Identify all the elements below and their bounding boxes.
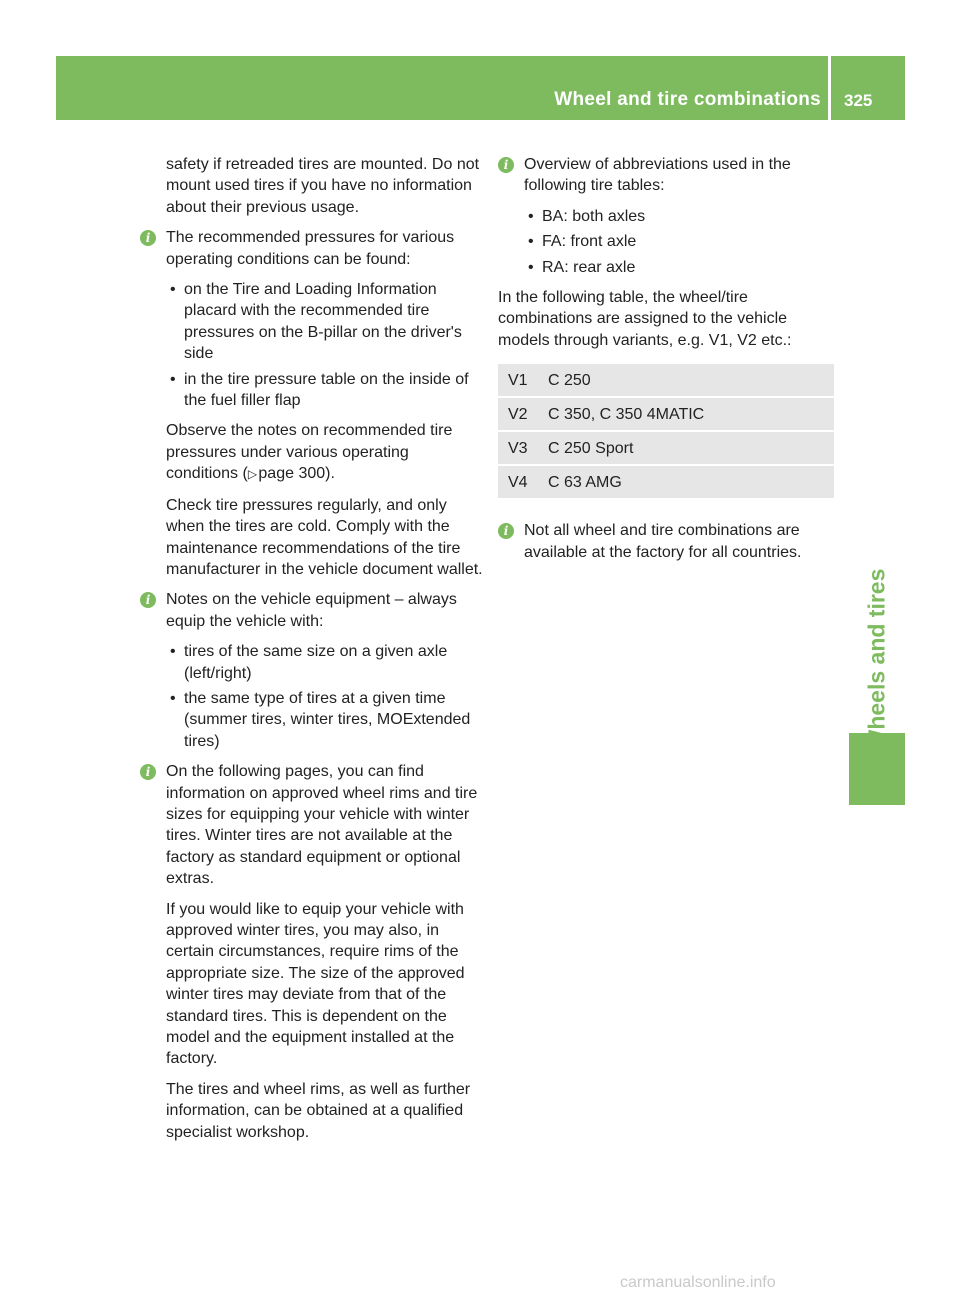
header-divider bbox=[828, 56, 831, 120]
info-icon: i bbox=[498, 157, 514, 173]
equipment-list bbox=[166, 641, 484, 752]
variant-cell: V4 bbox=[498, 466, 542, 498]
list-item: • the same type of tires at a given time (summer tires, winter tires, MOExtended tires) bbox=[166, 688, 484, 752]
note-recommended-pressures bbox=[145, 227, 484, 270]
left-column bbox=[140, 154, 484, 1152]
list-item: • FA: front axle bbox=[524, 231, 834, 252]
paragraph-check-pressures: Check tire pressures regularly, and only when the tires are cold. Comply with the maintenance recommendations of the tire manufacturer in the vehicle document wallet. bbox=[166, 496, 483, 578]
paragraph-winter-rims: If you would like to equip your vehicle with approved winter tires, you may also, in certain circumstances, require rims of the appropriate size. The size of the approved winter tires may deviate from that of the standard tires. This is dependent on the model and the equipment installed at the factory. bbox=[166, 900, 465, 1068]
info-icon: i bbox=[140, 592, 156, 608]
table-row bbox=[498, 364, 834, 396]
variants-table bbox=[498, 362, 834, 500]
page-number: 325 bbox=[844, 91, 873, 110]
paragraph-observe-text: Observe the notes on recommended tire pressures under various operating conditions ( bbox=[166, 422, 453, 483]
xref-arrow-icon: ▷ bbox=[247, 467, 258, 482]
paragraph-observe-end: ). bbox=[325, 465, 335, 483]
note-text: Not all wheel and tire combinations are available at the factory for all countries. bbox=[524, 522, 802, 561]
paragraph-observe bbox=[166, 420, 484, 485]
variant-cell: V1 bbox=[498, 364, 542, 396]
model-cell: C 63 AMG bbox=[542, 466, 834, 498]
list-item: • on the Tire and Loading Information placard with the recommended tire pressures on the B-pillar on the driver's side bbox=[166, 279, 484, 365]
table-row bbox=[498, 432, 834, 464]
info-icon: i bbox=[498, 523, 514, 539]
info-icon: i bbox=[140, 230, 156, 246]
abbreviations-list bbox=[524, 206, 834, 278]
list-item: • in the tire pressure table on the inside of the fuel filler flap bbox=[166, 369, 484, 412]
right-column bbox=[498, 154, 834, 572]
list-item: • BA: both axles bbox=[524, 206, 834, 227]
note-vehicle-equipment bbox=[145, 589, 484, 632]
section-label: Wheels and tires bbox=[863, 568, 890, 752]
model-cell: C 250 bbox=[542, 364, 834, 396]
variant-cell: V3 bbox=[498, 432, 542, 464]
note-text: Notes on the vehicle equipment – always equip the vehicle with: bbox=[166, 591, 457, 630]
note-text: Overview of abbreviations used in the following tire tables: bbox=[524, 156, 791, 195]
info-icon: i bbox=[140, 764, 156, 780]
table-row bbox=[498, 466, 834, 498]
model-cell: C 350, C 350 4MATIC bbox=[542, 398, 834, 430]
note-availability bbox=[503, 520, 834, 563]
variant-cell: V2 bbox=[498, 398, 542, 430]
page-title: Wheel and tire combinations bbox=[554, 89, 821, 110]
paragraph-table-intro: In the following table, the wheel/tire combinations are assigned to the vehicle models through variants, e.g. V1, V2 etc.: bbox=[498, 289, 792, 349]
watermark: carmanualsonline.info bbox=[620, 1274, 776, 1291]
page-reference-link[interactable]: page 300 bbox=[258, 465, 326, 483]
pressure-locations-list bbox=[166, 279, 484, 411]
note-abbreviations bbox=[503, 154, 834, 197]
model-cell: C 250 Sport bbox=[542, 432, 834, 464]
note-winter-tires bbox=[145, 761, 484, 889]
note-text: The recommended pressures for various operating conditions can be found: bbox=[166, 229, 455, 268]
paragraph-retreaded: safety if retreaded tires are mounted. Do not mount used tires if you have no information about their previous usage. bbox=[166, 156, 480, 216]
list-item: • RA: rear axle bbox=[524, 257, 834, 278]
paragraph-workshop: The tires and wheel rims, as well as further information, can be obtained at a qualified specialist workshop. bbox=[166, 1080, 471, 1141]
list-item: • tires of the same size on a given axle (left/right) bbox=[166, 641, 484, 684]
header-bar bbox=[56, 56, 905, 120]
table-row bbox=[498, 398, 834, 430]
note-text: On the following pages, you can find information on approved wheel rims and tire sizes for equipping your vehicle with winter tires. Winter tires are not available at the factory as standard equipment or optional extras. bbox=[166, 763, 478, 888]
